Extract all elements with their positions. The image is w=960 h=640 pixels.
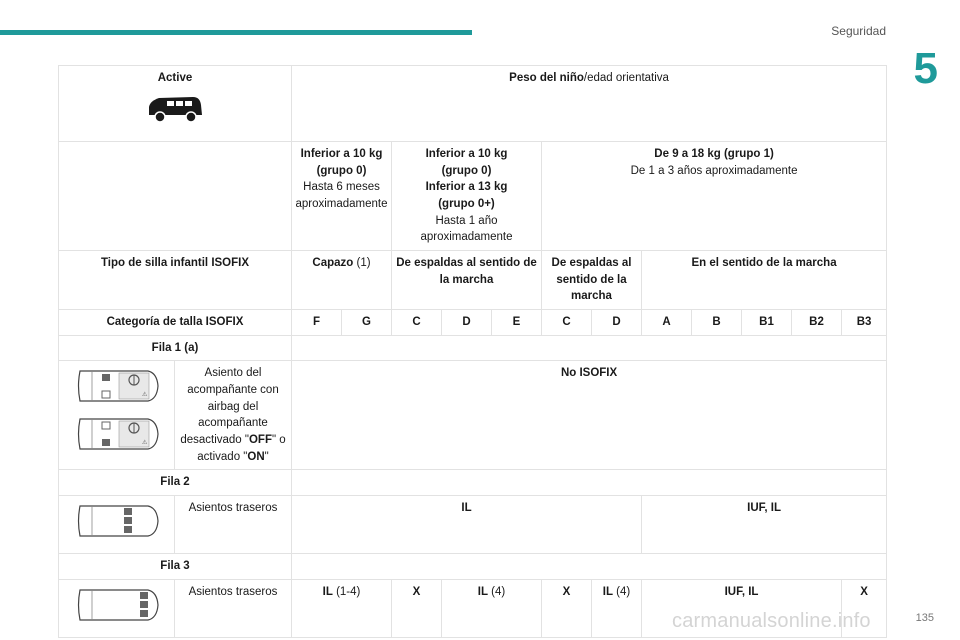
group-1-cell: De 9 a 18 kg (grupo 1) De 1 a 3 años aproximadamente — [542, 142, 887, 251]
active-cell — [59, 66, 292, 142]
row1-image-cell — [59, 361, 175, 470]
row1-value: No ISOFIX — [292, 361, 887, 470]
size-class-cell: B2 — [792, 310, 842, 336]
size-class-cell: B1 — [742, 310, 792, 336]
van-icon — [145, 93, 205, 125]
watermark: carmanualsonline.info — [672, 610, 871, 632]
size-class-cell: D — [592, 310, 642, 336]
car-front-seat-airbag-on-icon — [74, 413, 160, 455]
svg-text:⚠: ⚠ — [141, 391, 147, 399]
table-row — [59, 554, 887, 580]
row2-image-cell — [59, 496, 175, 554]
forward-facing-cell: En el sentido de la marcha — [642, 251, 887, 310]
active-label: Active — [157, 72, 193, 84]
row3-value: X — [842, 579, 887, 637]
car-third-row-icon — [74, 584, 160, 626]
row2-value-b: IUF, IL — [642, 496, 887, 554]
size-class-cell: A — [642, 310, 692, 336]
row1-label: Fila 1 (a) — [59, 335, 292, 361]
rear-facing-short-cell: De espaldas al sentido de la marcha — [542, 251, 642, 310]
page-number: 135 — [915, 612, 934, 624]
weight-label-rest: /edad orientativa — [583, 72, 669, 84]
table-row — [59, 310, 887, 336]
row3-value: IL (1-4) — [292, 579, 392, 637]
size-class-cell: F — [292, 310, 342, 336]
size-class-cell: B — [692, 310, 742, 336]
size-class-cell: G — [342, 310, 392, 336]
size-class-cell: C — [542, 310, 592, 336]
row3-image-cell — [59, 579, 175, 637]
row3-value: X — [392, 579, 442, 637]
table-row — [59, 251, 887, 310]
size-class-cell: D — [442, 310, 492, 336]
table-row — [59, 142, 887, 251]
table-row — [59, 496, 887, 554]
size-class-cell: B3 — [842, 310, 887, 336]
row2-value-a: IL — [292, 496, 642, 554]
row3-label: Fila 3 — [59, 554, 292, 580]
section-title: Seguridad — [831, 24, 886, 38]
weight-label-bold: Peso del niño — [509, 72, 584, 84]
svg-text:⚠: ⚠ — [141, 439, 147, 447]
table-row — [59, 66, 887, 142]
group-0plus-cell: Inferior a 10 kg (grupo 0) Inferior a 13 kg (grupo 0+) Hasta 1 año aproximadamente — [392, 142, 542, 251]
capazo-cell: Capazo (1) — [292, 251, 392, 310]
row3-seat-description: Asientos traseros — [175, 579, 292, 637]
size-class-cell: C — [392, 310, 442, 336]
group-0-cell: Inferior a 10 kg (grupo 0) Hasta 6 meses aproximadamente — [292, 142, 392, 251]
row3-value: IL (4) — [592, 579, 642, 637]
header-accent-bar — [0, 30, 472, 35]
row2-label: Fila 2 — [59, 470, 292, 496]
size-row-label: Categoría de talla ISOFIX — [59, 310, 292, 336]
chapter-number: 5 — [913, 44, 938, 93]
weight-header — [292, 66, 887, 142]
table-row — [59, 335, 887, 361]
size-class-cell: E — [492, 310, 542, 336]
table-row — [59, 361, 887, 470]
row2-seat-description: Asientos traseros — [175, 496, 292, 554]
isofix-table — [58, 65, 887, 638]
row3-value: IUF, IL — [642, 579, 842, 637]
car-front-seat-airbag-off-icon — [74, 365, 160, 407]
car-second-row-icon — [74, 500, 160, 542]
rear-facing-cell: De espaldas al sentido de la marcha — [392, 251, 542, 310]
type-row-label: Tipo de silla infantil ISOFIX — [59, 251, 292, 310]
table-row — [59, 470, 887, 496]
row3-value: X — [542, 579, 592, 637]
row3-value: IL (4) — [442, 579, 542, 637]
row1-seat-description: Asiento del acompañante con airbag del acompañante desactivado "OFF" o activado "ON" — [175, 361, 292, 470]
